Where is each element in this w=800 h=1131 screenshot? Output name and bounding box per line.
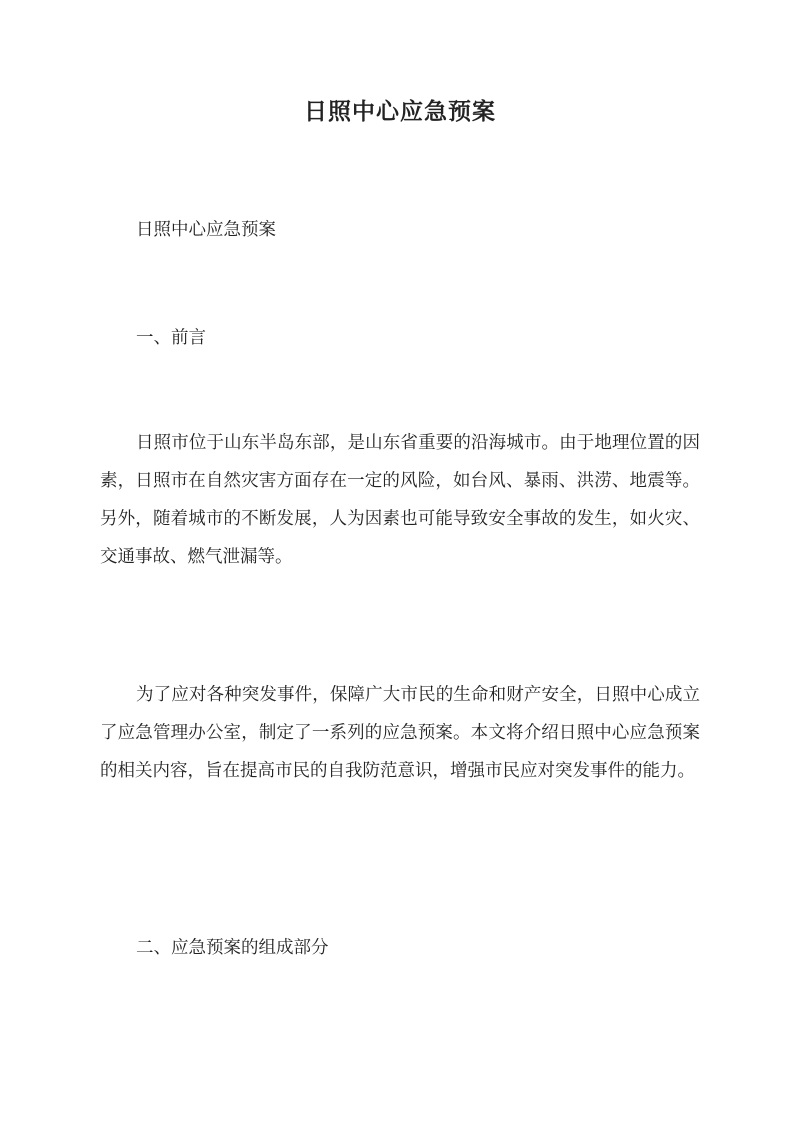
section-heading-components: 二、应急预案的组成部分 [136, 938, 329, 958]
page-title: 日照中心应急预案 [304, 98, 496, 125]
section-heading-preface: 一、前言 [136, 328, 206, 348]
document-subtitle: 日照中心应急预案 [136, 220, 276, 240]
paragraph-purpose: 为了应对各种突发事件，保障广大市民的生命和财产安全，日照中心成立了应急管理办公室，制定了一系列的应急预案。本文将介绍日照中心应急预案的相关内容，旨在提高市民的自我防范意识，增强市民应对突发事件的能力。 [100, 685, 700, 781]
paragraph-intro: 日照市位于山东半岛东部，是山东省重要的沿海城市。由于地理位置的因素，日照市在自然灾害方面存在一定的风险，如台风、暴雨、洪涝、地震等。另外，随着城市的不断发展，人为因素也可能导致安全事故的发生，如火灾、交通事故、燃气泄漏等。 [100, 433, 700, 567]
